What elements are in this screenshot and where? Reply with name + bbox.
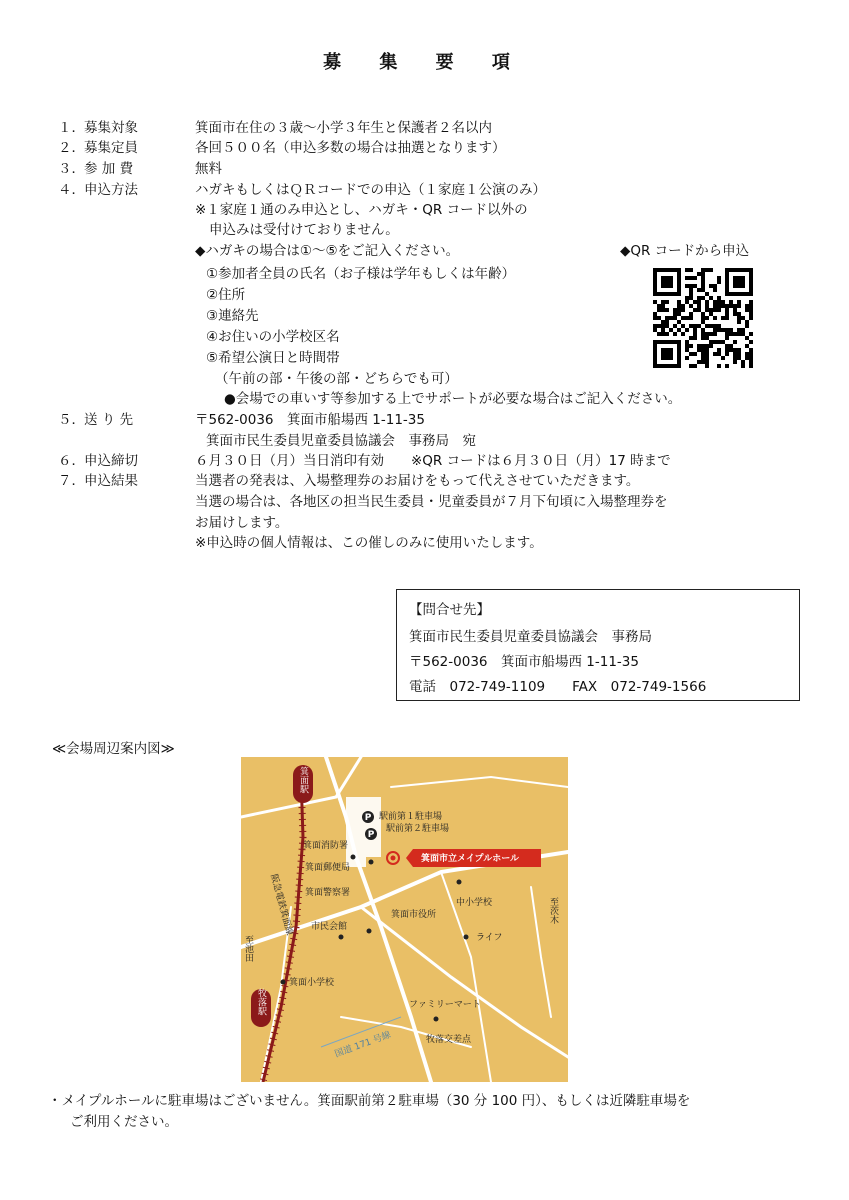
item-label: 申込方法 (84, 182, 138, 198)
parking-icon: P (367, 830, 375, 840)
item-text: 〒562-0036 箕面市船場西 1-11-35 (195, 412, 425, 428)
item-label: 申込結果 (84, 473, 138, 489)
page-title: 募 集 要 項 (323, 52, 526, 73)
map-label: 市民会館 (311, 922, 348, 932)
item-text: 各回５００名（申込多数の場合は抽選となります） (195, 140, 506, 156)
item-number: ７． (58, 473, 85, 489)
support-note: ●会場での車いす等参加する上でサポートが必要な場合はご記入ください。 (224, 391, 682, 407)
venue-map (241, 757, 568, 1082)
parking-icon: P (364, 813, 372, 823)
map-label: 駅前第１駐車場 (379, 812, 443, 822)
item-note: 申込みは受付けておりません。 (209, 222, 399, 238)
item-text: 箕面市民生委員児童委員協議会 事務局 宛 (206, 433, 476, 449)
contact-org: 箕面市民生委員児童委員協議会 事務局 (409, 629, 652, 645)
item-number: ３． (58, 161, 85, 177)
item-label: 送 り 先 (84, 412, 134, 428)
map-label: 至池田 (243, 935, 253, 962)
map-label: 中小学校 (456, 898, 493, 908)
map-heading: ≪会場周辺案内図≫ (52, 741, 175, 757)
station-label: 牧落駅 (256, 988, 266, 1016)
map-label: 箕面消防署 (303, 841, 349, 851)
item-label: 募集定員 (84, 140, 138, 156)
postcard-heading: ◆ハガキの場合は①～⑤をご記入ください。 (195, 243, 460, 259)
map-label: 箕面警察署 (305, 888, 351, 898)
map-label: 至茨木 (548, 897, 558, 924)
map-label: 箕面郵便局 (305, 863, 351, 873)
item-number: １． (58, 120, 85, 136)
postcard-field: ⑤希望公演日と時間帯 (206, 350, 340, 366)
venue-label: 箕面市立メイプルホール (421, 854, 520, 864)
contact-address: 〒562-0036 箕面市船場西 1-11-35 (409, 654, 639, 670)
item-text: 無料 (195, 161, 222, 177)
map-label: 牧落交差点 (426, 1035, 472, 1045)
item-text: 箕面市在住の３歳～小学３年生と保護者２名以内 (195, 120, 492, 136)
item-number: ４． (58, 182, 85, 198)
postcard-field: ①参加者全員の氏名（お子様は学年もしくは年齢） (206, 266, 516, 282)
item-note: ※１家庭１通のみ申込とし、ハガキ・QR コード以外の (195, 202, 528, 218)
item-text: お届けします。 (195, 515, 289, 531)
item-number: ２． (58, 140, 85, 156)
item-text: 当選の場合は、各地区の担当民生委員・児童委員が７月下旬頃に入場整理券を (195, 494, 668, 510)
map-label: 駅前第２駐車場 (386, 824, 450, 834)
map-label: ファミリーマート (409, 1000, 481, 1010)
parking-note: ・メイプルホールに駐車場はございません。箕面駅前第２駐車場（30 分 100 円）、もしくは近隣駐車場を (48, 1093, 691, 1109)
parking-note: ご利用ください。 (70, 1114, 178, 1130)
contact-phone: 電話 072-749-1109 FAX 072-749-1566 (409, 679, 707, 695)
station-label: 箕面駅 (298, 766, 308, 794)
contact-heading: 【問合せ先】 (409, 602, 490, 618)
item-text: 当選者の発表は、入場整理券のお届けをもって代えさせていただきます。 (195, 473, 640, 489)
item-text: ハガキもしくはＱＲコードでの申込（１家庭１公演のみ） (195, 182, 546, 198)
qr-code[interactable] (653, 268, 753, 368)
item-label: 申込締切 (84, 453, 138, 469)
map-label: ライフ (476, 933, 503, 943)
map-label: 国道 171 号線 (333, 1030, 393, 1060)
postcard-field: ②住所 (206, 287, 246, 303)
qr-heading: ◆QR コードから申込 (620, 243, 750, 259)
map-label: 箕面市役所 (391, 910, 437, 920)
contact-box (396, 589, 800, 701)
item-text: ６月３０日（月）当日消印有効 ※QR コードは６月３０日（月）17 時まで (195, 453, 671, 469)
item-number: ６． (58, 453, 85, 469)
map-label: 阪急電鉄箕面線 (268, 873, 295, 937)
item-number: ５． (58, 412, 85, 428)
postcard-field: ③連絡先 (206, 308, 259, 324)
map-label: 箕面小学校 (289, 978, 335, 988)
postcard-field: ④お住いの小学校区名 (206, 329, 340, 345)
postcard-field-note: （午前の部・午後の部・どちらでも可） (215, 371, 458, 387)
item-label: 参 加 費 (84, 161, 134, 177)
item-text: ※申込時の個人情報は、この催しのみに使用いたします。 (195, 535, 543, 551)
item-label: 募集対象 (84, 120, 138, 136)
